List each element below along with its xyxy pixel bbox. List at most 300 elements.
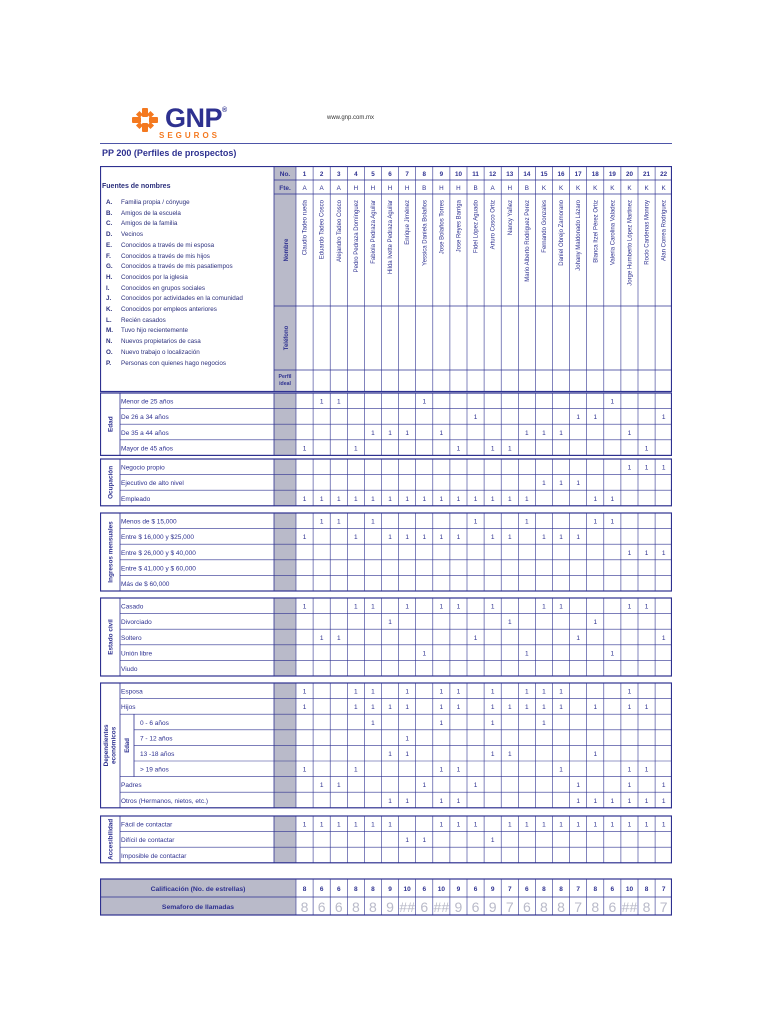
row-mark: 1: [388, 751, 392, 758]
row-mark: 1: [610, 650, 615, 658]
row-mark: 1: [405, 735, 409, 743]
row-mark: 1: [644, 603, 649, 611]
header-label-column: [274, 166, 296, 391]
row-mark: 1: [525, 429, 529, 437]
row-mark: 1: [559, 704, 563, 712]
rating-value: 6: [525, 886, 529, 893]
row-label: Otros (Hermanos, nietos, etc.): [121, 797, 209, 805]
no-label: No.: [279, 171, 291, 178]
row-mark: 1: [661, 797, 666, 805]
source-code: O.: [106, 348, 113, 356]
prospect-number: 13: [506, 171, 514, 178]
row-mark: 1: [439, 688, 444, 696]
row-mark: 1: [627, 429, 632, 437]
row-mark: 1: [422, 782, 427, 790]
row-label: 13 -18 años: [140, 751, 175, 758]
row-label: Más de $ 60,000: [121, 581, 170, 588]
rating-value: 6: [336, 886, 341, 893]
row-mark: 1: [439, 719, 444, 727]
row-mark: 1: [405, 837, 409, 845]
row-mark: 1: [525, 518, 529, 526]
prospect-source: K: [661, 185, 666, 192]
row-mark: 1: [593, 518, 598, 526]
prospect-source: K: [593, 185, 598, 192]
row-mark: 1: [371, 719, 375, 727]
row-label: Difícil de contactar: [121, 837, 175, 845]
row-mark: 1: [644, 549, 649, 557]
row-label: Esposa: [121, 688, 143, 696]
semaforo-value: 6: [317, 899, 326, 915]
prospect-number: 19: [608, 171, 616, 178]
prospect-name: Arturo Cosco Ortiz: [490, 200, 497, 250]
source-label: Conocidos a través de mis pasatiempos: [121, 263, 233, 271]
row-mark: 1: [507, 445, 512, 453]
row-mark: 1: [302, 704, 307, 712]
prospect-number: 2: [319, 171, 324, 178]
prospect-number: 22: [660, 171, 668, 178]
source-label: Tuvo hijo recientemente: [121, 327, 188, 335]
source-code: C.: [106, 220, 113, 228]
source-label: Vecinos: [121, 231, 144, 239]
row-mark: 1: [661, 821, 666, 829]
source-code: I.: [106, 284, 110, 292]
row-mark: 1: [627, 549, 632, 557]
row-mark: 1: [319, 782, 324, 790]
row-label: 0 - 6 años: [140, 719, 169, 727]
prospect-source: H: [370, 185, 376, 192]
row-mark: 1: [371, 518, 375, 526]
row-mark: 1: [302, 445, 307, 453]
row-mark: 1: [302, 688, 307, 696]
prospect-name: Fidel López Aguado: [473, 200, 480, 254]
source-code: P.: [106, 359, 112, 367]
rating-value: 8: [644, 886, 649, 893]
row-mark: 1: [610, 518, 615, 526]
semaforo-value: ##: [399, 899, 415, 915]
prospect-source: K: [576, 185, 581, 192]
row-mark: 1: [644, 464, 649, 472]
row-mark: 1: [456, 766, 461, 774]
row-mark: 1: [525, 650, 529, 658]
row-label: Ejecutivo de alto nivel: [121, 480, 184, 488]
semaforo-value: 6: [471, 899, 480, 915]
row-mark: 1: [439, 766, 444, 774]
row-mark: 1: [525, 495, 529, 503]
prospect-number: 6: [388, 171, 392, 178]
row-label: Entre $ 16,000 y $25,000: [121, 534, 195, 542]
row-mark: 1: [473, 634, 478, 642]
row-mark: 1: [644, 445, 649, 453]
row-label: Soltero: [121, 634, 142, 642]
semaforo-label: Semaforo de llamadas: [161, 904, 235, 911]
row-mark: 1: [576, 414, 580, 422]
perfil-label: ideal: [279, 381, 291, 387]
prospect-name: Fabiola Pedraza Aguilar: [370, 200, 377, 264]
row-mark: 1: [405, 688, 409, 696]
prospect-name: Jose Reyes Barriga: [456, 200, 463, 253]
source-code: L.: [106, 316, 112, 324]
rating-value: 10: [437, 886, 445, 893]
row-mark: 1: [439, 704, 444, 712]
row-mark: 1: [319, 518, 324, 526]
semaforo-value: 6: [420, 899, 429, 915]
row-mark: 1: [559, 480, 563, 488]
prospect-number: 14: [523, 171, 531, 178]
source-label: Familia propia / cónyuge: [121, 199, 190, 206]
prospect-name: Jose Bolaños Torres: [439, 200, 446, 255]
semaforo-value: 8: [369, 899, 377, 915]
row-mark: 1: [559, 821, 563, 829]
row-mark: 1: [302, 766, 307, 774]
prospect-number: 17: [574, 171, 582, 178]
header-divider: [100, 143, 672, 144]
row-mark: 1: [336, 495, 341, 503]
row-mark: 1: [422, 398, 427, 406]
row-mark: 1: [593, 821, 598, 829]
row-mark: 1: [542, 480, 546, 488]
rating-value: 8: [593, 886, 598, 893]
row-mark: 1: [593, 619, 598, 627]
brand-tagline: SEGUROS: [159, 131, 221, 140]
source-label: Personas con quienes hago negocios: [121, 359, 227, 367]
prospect-name: Nancy Yañez: [507, 200, 514, 236]
row-mark: 1: [388, 429, 392, 437]
row-mark: 1: [627, 766, 632, 774]
source-label: Nuevo trabajo o localización: [121, 348, 200, 356]
row-mark: 1: [336, 634, 341, 642]
row-mark: 1: [644, 704, 649, 712]
row-mark: 1: [319, 634, 324, 642]
source-label: Nuevos propietarios de casa: [121, 338, 201, 346]
prospect-source: B: [524, 185, 529, 192]
row-mark: 1: [627, 688, 632, 696]
rating-value: 8: [542, 886, 546, 893]
row-mark: 1: [627, 782, 632, 790]
row-mark: 1: [405, 495, 409, 503]
row-mark: 1: [456, 688, 461, 696]
row-label: De 26 a 34 años: [121, 414, 169, 422]
section-gray-column: [274, 598, 296, 676]
prospect-source: A: [490, 185, 495, 192]
row-mark: 1: [576, 782, 580, 790]
source-label: Conocidos por la iglesia: [121, 273, 188, 281]
row-mark: 1: [439, 495, 444, 503]
rating-value: 8: [302, 886, 307, 893]
row-mark: 1: [354, 495, 358, 503]
row-mark: 1: [559, 429, 563, 437]
row-mark: 1: [507, 821, 512, 829]
prospect-name: Rocio Cardenas Monroy: [644, 200, 651, 265]
sources-title: Fuentes de nombres: [102, 183, 171, 190]
semaforo-value: 7: [505, 899, 514, 915]
prospect-number: 21: [643, 171, 651, 178]
row-mark: 1: [593, 414, 598, 422]
row-mark: 1: [473, 821, 478, 829]
prospect-source: A: [302, 185, 307, 192]
section-gray-column: [274, 816, 296, 863]
semaforo-value: 6: [334, 899, 343, 915]
semaforo-value: 8: [557, 899, 565, 915]
row-mark: 1: [371, 429, 375, 437]
row-label: Fácil de contactar: [121, 821, 173, 829]
prospect-source: K: [644, 185, 649, 192]
row-mark: 1: [661, 782, 666, 790]
source-code: G.: [106, 263, 113, 271]
row-mark: 1: [507, 534, 512, 542]
row-mark: 1: [576, 821, 580, 829]
row-mark: 1: [490, 603, 495, 611]
row-mark: 1: [490, 837, 495, 845]
row-mark: 1: [610, 495, 615, 503]
header-block-border: [101, 167, 672, 392]
row-mark: 1: [542, 603, 546, 611]
row-label: Menos de $ 15,000: [121, 518, 177, 526]
row-mark: 1: [439, 534, 444, 542]
prospect-name: Enrique Jiménez: [405, 200, 412, 245]
row-mark: 1: [371, 688, 375, 696]
source-label: Conocidos por empleos anteriores: [121, 306, 217, 314]
prospect-number: 20: [625, 171, 633, 178]
section-border: [101, 598, 672, 676]
rating-value: 9: [388, 886, 392, 893]
source-label: Amigos de la escuela: [121, 209, 181, 217]
row-mark: 1: [610, 821, 615, 829]
row-mark: 1: [542, 688, 546, 696]
gnp-logo-icon: [130, 106, 160, 134]
section-label: Accesibilidad: [107, 818, 115, 861]
row-mark: 1: [473, 782, 478, 790]
prospect-source: A: [336, 185, 341, 192]
row-mark: 1: [422, 534, 427, 542]
prospect-name: Valeria Carolina Valadez: [610, 200, 617, 266]
row-mark: 1: [473, 518, 478, 526]
row-mark: 1: [661, 464, 666, 472]
prospect-number: 18: [591, 171, 599, 178]
rating-value: 8: [559, 886, 563, 893]
prospect-number: 11: [472, 171, 479, 178]
semaforo-value: 8: [591, 899, 600, 915]
row-mark: 1: [388, 704, 392, 712]
prospect-name: Jorge Humberto López Martinez: [627, 200, 634, 286]
row-label: Padres: [121, 782, 142, 790]
rating-value: 8: [371, 886, 375, 893]
row-mark: 1: [354, 445, 358, 453]
prospect-source: B: [473, 185, 478, 192]
row-mark: 1: [388, 821, 392, 829]
rating-value: 9: [490, 886, 495, 893]
row-mark: 1: [490, 704, 495, 712]
row-mark: 1: [354, 603, 358, 611]
row-mark: 1: [405, 797, 409, 805]
row-mark: 1: [388, 534, 392, 542]
prospect-name: Alejandro Tadeo Cosco: [336, 200, 343, 262]
row-label: Negocio propio: [121, 464, 165, 472]
prospect-name: Hilda Ivette Pedraza Aguilar: [388, 200, 395, 275]
row-mark: 1: [354, 821, 358, 829]
rating-value: 8: [354, 886, 358, 893]
row-mark: 1: [525, 821, 529, 829]
row-mark: 1: [542, 704, 546, 712]
prospect-profile-table: [100, 166, 672, 920]
row-mark: 1: [354, 766, 358, 774]
row-mark: 1: [542, 534, 546, 542]
rating-value: 9: [456, 886, 461, 893]
row-mark: 1: [336, 782, 341, 790]
row-mark: 1: [388, 619, 392, 627]
row-mark: 1: [336, 518, 341, 526]
row-mark: 1: [559, 603, 563, 611]
row-label: > 19 años: [140, 766, 169, 774]
section-label: Ocupación: [107, 465, 115, 499]
row-mark: 1: [388, 797, 392, 805]
prospect-name: Johany Maldonado Lázaro: [576, 200, 583, 271]
prospect-number: 7: [405, 171, 409, 178]
row-mark: 1: [627, 464, 632, 472]
row-mark: 1: [422, 650, 427, 658]
section-label: Ingresos mensuales: [107, 521, 115, 583]
row-mark: 1: [490, 534, 495, 542]
row-mark: 1: [610, 797, 615, 805]
section-border: [101, 459, 672, 506]
prospect-source: K: [558, 185, 564, 192]
semaforo-value: 9: [488, 899, 497, 915]
section-gray-column: [274, 513, 296, 591]
row-mark: 1: [507, 619, 512, 627]
prospect-name: Mario Alberto Rodriguez Perez: [524, 200, 531, 282]
semaforo-value: 6: [608, 899, 617, 915]
prospect-number: 15: [540, 171, 548, 178]
row-mark: 1: [422, 495, 427, 503]
row-mark: 1: [456, 821, 461, 829]
source-code: M.: [106, 327, 113, 335]
row-mark: 1: [490, 445, 495, 453]
prospect-source: K: [627, 185, 632, 192]
row-mark: 1: [576, 480, 580, 488]
row-mark: 1: [593, 495, 598, 503]
row-mark: 1: [610, 398, 615, 406]
row-mark: 1: [456, 534, 461, 542]
row-mark: 1: [456, 445, 461, 453]
source-code: N.: [106, 338, 113, 346]
prospect-name: Yessica Daniela Bolaños: [422, 200, 429, 266]
semaforo-value: 6: [522, 899, 531, 915]
row-label: Imposible de contactar: [121, 852, 187, 860]
prospect-number: 4: [354, 171, 358, 178]
row-mark: 1: [405, 429, 409, 437]
page-title: PP 200 (Perfiles de prospectos): [102, 148, 237, 158]
row-label: Hijos: [121, 704, 136, 712]
row-mark: 1: [661, 549, 666, 557]
row-mark: 1: [542, 821, 546, 829]
prospect-number: 10: [454, 171, 462, 178]
section-label: Estado civil: [107, 619, 115, 655]
edad-sub-label: Edad: [125, 738, 131, 753]
prospect-name: Daniel Obrejo Zamorano: [559, 200, 566, 266]
row-mark: 1: [354, 688, 358, 696]
row-mark: 1: [422, 837, 427, 845]
prospect-number: 3: [336, 171, 341, 178]
semaforo-value: 9: [386, 899, 394, 915]
semaforo-value: 8: [642, 899, 651, 915]
row-label: Empleado: [121, 495, 151, 503]
row-mark: 1: [336, 821, 341, 829]
source-label: Conocidos a través de mi esposa: [121, 241, 215, 249]
section-label: económicos: [110, 726, 118, 765]
source-code: J.: [106, 295, 112, 303]
row-mark: 1: [371, 495, 375, 503]
source-label: Recién casados: [121, 316, 166, 324]
row-mark: 1: [559, 534, 563, 542]
row-mark: 1: [336, 398, 341, 406]
row-mark: 1: [473, 414, 478, 422]
prospect-number: 5: [371, 171, 375, 178]
row-mark: 1: [456, 704, 461, 712]
row-label: Viudo: [121, 666, 138, 673]
semaforo-value: 7: [659, 899, 668, 915]
prospect-source: A: [319, 185, 324, 192]
row-mark: 1: [405, 603, 409, 611]
source-label: Conocidos por actividades en la comunidad: [121, 295, 243, 303]
rating-value: 7: [507, 886, 512, 893]
row-mark: 1: [644, 821, 649, 829]
prospect-name: Blanca Itzel Pérez Ortiz: [593, 200, 600, 263]
prospect-name: Pedro Pedraza Domínguez: [353, 200, 360, 273]
row-mark: 1: [319, 495, 324, 503]
prospect-name: Alan Correa Rodriguez: [661, 200, 668, 262]
prospect-number: 1: [302, 171, 307, 178]
row-mark: 1: [542, 429, 546, 437]
prospect-number: 12: [489, 171, 497, 178]
row-mark: 1: [490, 719, 495, 727]
row-mark: 1: [405, 704, 409, 712]
row-mark: 1: [319, 821, 324, 829]
row-mark: 1: [559, 688, 563, 696]
row-label: Mayor de 45 años: [121, 445, 174, 453]
prospect-source: H: [353, 185, 359, 192]
source-code: F.: [106, 252, 111, 260]
row-label: Menor de 25 años: [121, 398, 174, 406]
row-mark: 1: [371, 704, 375, 712]
prospect-source: H: [507, 185, 513, 192]
row-mark: 1: [456, 797, 461, 805]
row-label: Unión libre: [121, 650, 153, 658]
row-mark: 1: [627, 821, 632, 829]
row-mark: 1: [507, 495, 512, 503]
row-mark: 1: [302, 495, 307, 503]
row-mark: 1: [371, 603, 375, 611]
row-mark: 1: [525, 704, 529, 712]
row-mark: 1: [439, 797, 444, 805]
source-code: B.: [106, 209, 113, 217]
row-label: 7 - 12 años: [140, 735, 173, 743]
rating-value: 7: [661, 886, 666, 893]
semaforo-value: ##: [621, 899, 638, 915]
row-mark: 1: [507, 751, 512, 758]
rating-value: 6: [422, 886, 427, 893]
row-mark: 1: [405, 751, 409, 758]
row-mark: 1: [302, 534, 307, 542]
source-label: Conocidos a través de mis hijos: [121, 252, 210, 260]
row-mark: 1: [644, 797, 649, 805]
rating-value: 6: [319, 886, 324, 893]
row-label: De 35 a 44 años: [121, 429, 169, 437]
website-url[interactable]: www.gnp.com.mx: [327, 115, 375, 121]
row-mark: 1: [661, 414, 666, 422]
row-mark: 1: [302, 821, 307, 829]
row-mark: 1: [576, 797, 580, 805]
row-mark: 1: [405, 534, 409, 542]
row-mark: 1: [593, 751, 598, 758]
